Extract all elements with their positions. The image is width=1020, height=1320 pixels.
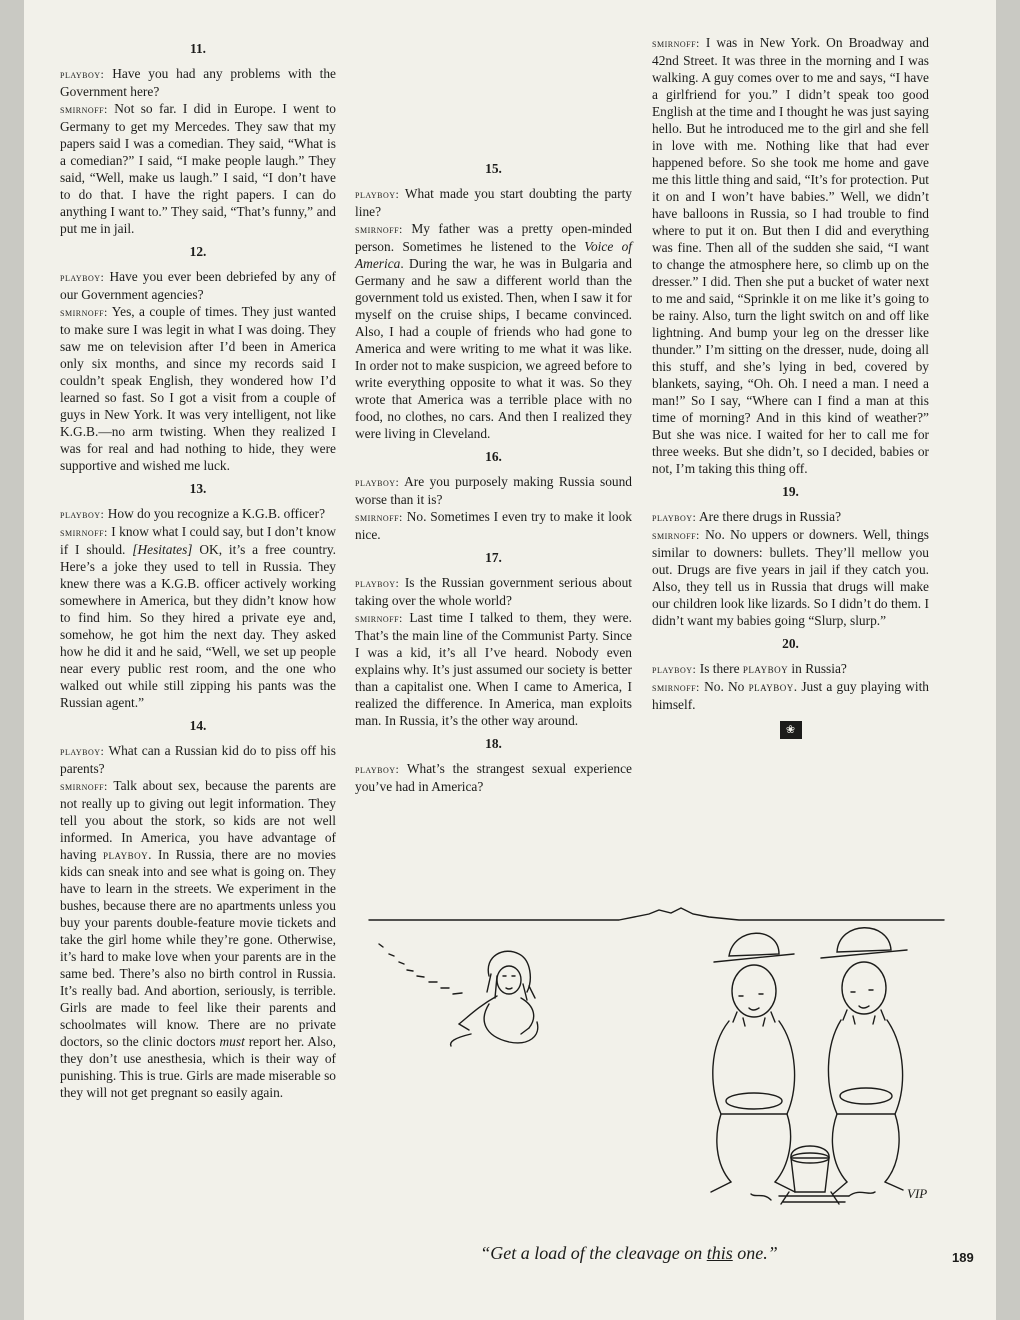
question-number: 15. [485,161,502,176]
speaker-label: smirnoff: [652,528,700,542]
speaker-label: playboy: [355,762,400,776]
page-number: 189 [952,1250,974,1265]
horizon-line [369,908,944,920]
answer: smirnoff: No. No uppers or downers. Well, things similar to downers: bullets. They’ll mellow you out. Drugs are five years in jail if they catch you. Also, they tell us in Russia that drugs will make our children look like lizards. So I didn’t do them. I didn’t want my babies going “Slurp, slurp.” [652,527,929,628]
artist-signature: VIP [907,1186,928,1201]
hillbilly-right-figure [821,928,907,1194]
question: playboy: Are there drugs in Russia? [652,509,842,524]
speaker-label: playboy: [652,510,697,524]
question-number: 11. [190,41,206,56]
question-number: 16. [485,449,502,464]
cartoon-caption: “Get a load of the cleavage on this one.” [480,1243,778,1263]
crawling-woman-figure [451,951,538,1046]
text-column-3 [652,34,929,739]
speaker-label: playboy: [355,187,400,201]
answer: smirnoff: I know what I could say, but I don’t know if I should. [Hesitates] OK, it’s a free country. Here’s a joke they used to tell in Russia. They knew there was a K.G.B. officer actively working somewhere in America, but they didn’t know how to find him. So they hired a private eye and, somehow, he got him the next day. They asked how he did it and he said, “Well, we set up people near every public rest room, and the one who walked out while still zipping his pants was the Russian agent.” [60,524,336,710]
question: playboy: Is the Russian government serious about taking over the whole world? [355,575,632,608]
question-number: 20. [782,636,799,651]
question: playboy: Have you had any problems with the Government here? [60,66,337,99]
question: playboy: How do you recognize a K.G.B. officer? [60,506,326,521]
speaker-label: playboy: [652,662,697,676]
answer: smirnoff: Talk about sex, because the parents are not really up to giving out legit information. They tell you about the stork, so kids are not well informed. In America, you have advantage of having playboy. In Russia, there are no movies kids can sneak into and see what is going on. They have to learn in the streets. We experiment in the bushes, because there are no apartments unless you buy your parents double-feature movie tickets and take the girl home while they’re gone. Otherwise, it’s hard to make love when your parents are in the same bed. There’s also no birth control in Russia. It’s really bad. And abortion, seriously, is terrible. Girls are made to feel like their parents and schoolmates will know. There are no private doctors, so the clinic doctors must report her. Also, they don’t use anesthesia, which is their way of punishing. This is true. Girls are made miserable so they will not get pregnant so easily again. [60,778,337,1100]
hillbilly-left-figure [711,933,795,1192]
speaker-label: smirnoff: [355,510,403,524]
end-mark-rabbit-icon: ❀ [780,721,802,739]
speaker-label: smirnoff: [355,222,403,236]
answer: smirnoff: No. No playboy. Just a guy playing with himself. [652,679,929,712]
answer: smirnoff: My father was a pretty open-minded person. Sometimes he listened to the Voice of America. During the war, he was in Bulgaria and Germany and he saw a different world than the government told us existed. Then, when I saw it for myself on the cruise ships, I became convinced. Also, I had a couple of friends who had gone to America and were writing to me what it was like. In order not to make suspicion, we agreed before to write everything opposite to what it was. So they wrote that America was a terrible place with no food, no clothes, no cars. And then I realized they were living in Cleveland. [355,221,632,441]
question: playboy: What can a Russian kid do to piss off his parents? [60,743,336,776]
answer: smirnoff: Last time I talked to them, they were. That’s the main line of the Communist Party. Since I was a kid, it’s all I’ve heard. Nobody even explains why. It’s just assumed our society is better than a capitalist one. When I came to America, I realized the difference. In America, man exploits man. In Russia, it’s the other way around. [355,610,633,728]
text-column-1 [60,34,336,1101]
speaker-label: playboy: [60,507,105,521]
speaker-label: smirnoff: [60,779,108,793]
speaker-label: smirnoff: [60,305,108,319]
question-number: 18. [485,736,502,751]
speaker-label: smirnoff: [60,525,108,539]
answer: smirnoff: Yes, a couple of times. They just wanted to make sure I was legit in what I was doing. They saw me on television after I’d been in America only six months, and since my records said I couldn’t speak English, they wondered how I’d learned so fast. So I got a visit from a couple of guys in New York. It was very intelligent, not like K.G.B.—no arm twisting. When they realized I was for real and had nothing to hide, they were supportive and wished me luck. [60,304,337,473]
question: playboy: What made you start doubting the party line? [355,186,632,219]
campfire-pot [751,1146,875,1204]
answer: smirnoff: I was in New York. On Broadway and 42nd Street. It was three in the morning and I was walking. A guy comes over to me and says, “I have a girlfriend for you.” I didn’t speak too good English at the time and I thought he was just saying hello. But he introduced me to the girl and she fell in love with me. Nothing like that had ever happened before. So she took me home and gave me this little thing and said, “It’s for protection. Put it on and I won’t have babies.” Well, we didn’t have balloons in Russia, so I had trouble to find where to put it on. But then I did and everything was fine. Then all of the sudden she said, “I want to change the atmosphere here, so climb up on the dresser.” I did. Then she put a bucket of water next to me and said, “Sprinkle it on me like it’s going to be rainy. Also, turn the light switch on and off like lightning. And bump your leg on the dresser like thunder.” I’m sitting on the dresser, nude, doing all this stuff, and she’s lying in bed, covered by blankets, saying, “Oh. Oh. I need a man. I need a man!” So I say, “Where can I find a man at this time of morning? And in this kind of weather?” But she was nice. I waited for her to call me for three weeks. But she didn’t, so I decided, babies or not, I’m taking this thing off. [652,35,929,476]
question-number: 13. [189,481,207,496]
question: playboy: What’s the strangest sexual experience you’ve had in America? [355,761,632,794]
question: playboy: Are you purposely making Russia sound worse than it is? [355,474,632,507]
speaker-label: smirnoff: [652,680,700,694]
speaker-label: playboy: [355,576,400,590]
text-column-2 [355,160,632,795]
answer: smirnoff: No. Sometimes I even try to make it look nice. [355,509,632,542]
footprints [379,944,462,994]
magazine-page [24,0,996,1320]
speaker-label: playboy: [355,475,400,489]
question-number: 14. [189,718,207,733]
cartoon-illustration [359,896,949,1236]
question: playboy: Is there playboy in Russia? [652,661,847,676]
speaker-label: playboy: [60,270,105,284]
question-number: 19. [782,484,799,499]
question-number: 12. [189,244,207,259]
speaker-label: playboy: [60,744,105,758]
speaker-label: smirnoff: [355,611,403,625]
question-number: 17. [485,550,502,565]
answer: smirnoff: Not so far. I did in Europe. I went to Germany to get my Mercedes. They saw that my papers said I was a comedian. They said, “What is a comedian?” I said, “I make people laugh.” They said, “Well, make us laugh.” I said, “I don’t have to do that. I have the right papers. I can do anything I want to.” They said, “That’s funny,” and put me in jail. [60,101,337,236]
speaker-label: smirnoff: [652,36,700,50]
question: playboy: Have you ever been debriefed by any of our Government agencies? [60,269,336,302]
speaker-label: smirnoff: [60,102,108,116]
speaker-label: playboy: [60,67,105,81]
